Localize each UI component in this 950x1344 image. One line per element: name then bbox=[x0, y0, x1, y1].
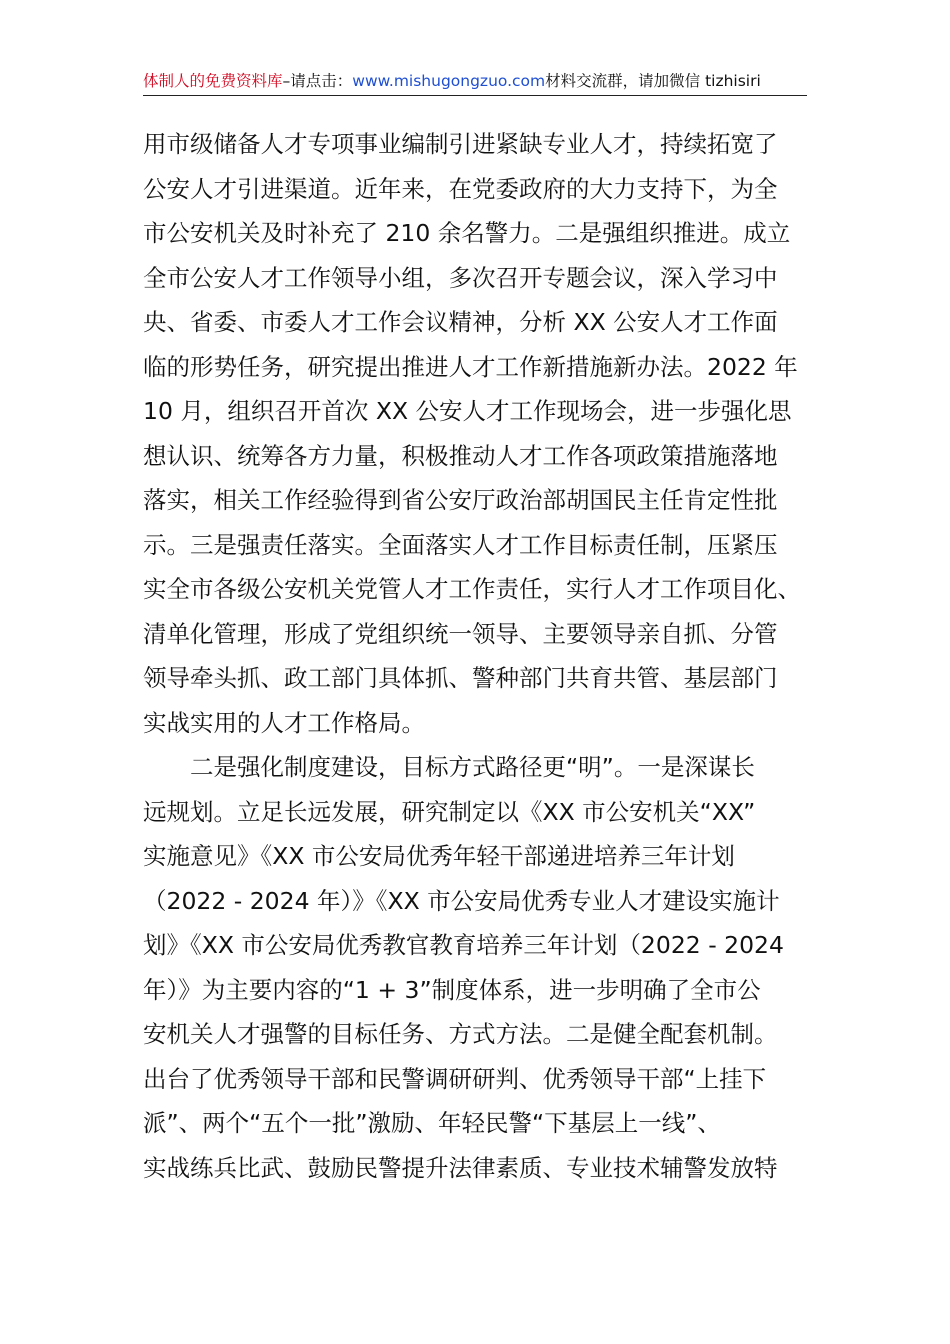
body-line: 划》《XX 市公安局优秀教官教育培养三年计划（2022 - 2024 bbox=[143, 931, 784, 959]
body-line: 市公安机关及时补充了 210 余名警力。二是强组织推进。成立 bbox=[143, 219, 791, 247]
body-line: 二是强化制度建设，目标方式路径更“明”。一是深谋长 bbox=[143, 753, 755, 781]
body-line: 临的形势任务，研究提出推进人才工作新措施新办法。2022 年 bbox=[143, 352, 798, 381]
body-line: 清单化管理，形成了党组织统一领导、主要领导亲自抓、分管 bbox=[143, 619, 778, 648]
header-note: 材料交流群，请加微信 tizhisiri bbox=[545, 72, 761, 90]
document-body bbox=[143, 122, 808, 1190]
body-line: 出台了优秀领导干部和民警调研研判、优秀领导干部“上挂下 bbox=[143, 1064, 767, 1093]
body-line: 央、省委、市委人才工作会议精神，分析 XX 公安人才工作面 bbox=[143, 308, 778, 336]
body-line: 年）》为主要内容的“1 + 3”制度体系，进一步明确了全市公 bbox=[143, 975, 761, 1004]
body-line: （2022 - 2024 年）》《XX 市公安局优秀专业人才建设实施计 bbox=[143, 886, 780, 915]
body-line: 实战实用的人才工作格局。 bbox=[143, 708, 425, 737]
body-line: 示。三是强责任落实。全面落实人才工作目标责任制，压紧压 bbox=[143, 530, 778, 559]
header-prompt: –请点击： bbox=[282, 72, 353, 90]
body-line: 领导牵头抓、政工部门具体抓、警种部门共育共管、基层部门 bbox=[143, 664, 778, 692]
body-line: 安机关人才强警的目标任务、方式方法。二是健全配套机制。 bbox=[143, 1020, 778, 1048]
body-line: 实全市各级公安机关党管人才工作责任，实行人才工作项目化、 bbox=[143, 575, 801, 603]
body-line: 全市公安人才工作领导小组，多次召开专题会议，深入学习中 bbox=[143, 263, 778, 292]
body-line: 10 月，组织召开首次 XX 公安人才工作现场会，进一步强化思 bbox=[143, 397, 792, 425]
body-line: 落实，相关工作经验得到省公安厅政治部胡国民主任肯定性批 bbox=[143, 486, 778, 514]
body-line: 派”、两个“五个一批”激励、年轻民警“下基层上一线”、 bbox=[143, 1109, 721, 1137]
body-line: 用市级储备人才专项事业编制引进紧缺专业人才，持续拓宽了 bbox=[143, 130, 778, 158]
body-line: 公安人才引进渠道。近年来，在党委政府的大力支持下，为全 bbox=[143, 174, 778, 203]
header-brand: 体制人的免费资料库 bbox=[143, 72, 283, 90]
body-line: 远规划。立足长远发展，研究制定以《XX 市公安机关“XX” bbox=[143, 797, 756, 826]
header-divider bbox=[143, 95, 807, 96]
page-header bbox=[143, 68, 807, 94]
body-line: 实战练兵比武、鼓励民警提升法律素质、专业技术辅警发放特 bbox=[143, 1153, 778, 1182]
body-line: 实施意见》《XX 市公安局优秀年轻干部递进培养三年计划 bbox=[143, 842, 735, 870]
header-link[interactable]: www.mishugongzuo.com bbox=[352, 72, 546, 90]
body-line: 想认识、统筹各方力量，积极推动人才工作各项政策措施落地 bbox=[143, 441, 778, 470]
